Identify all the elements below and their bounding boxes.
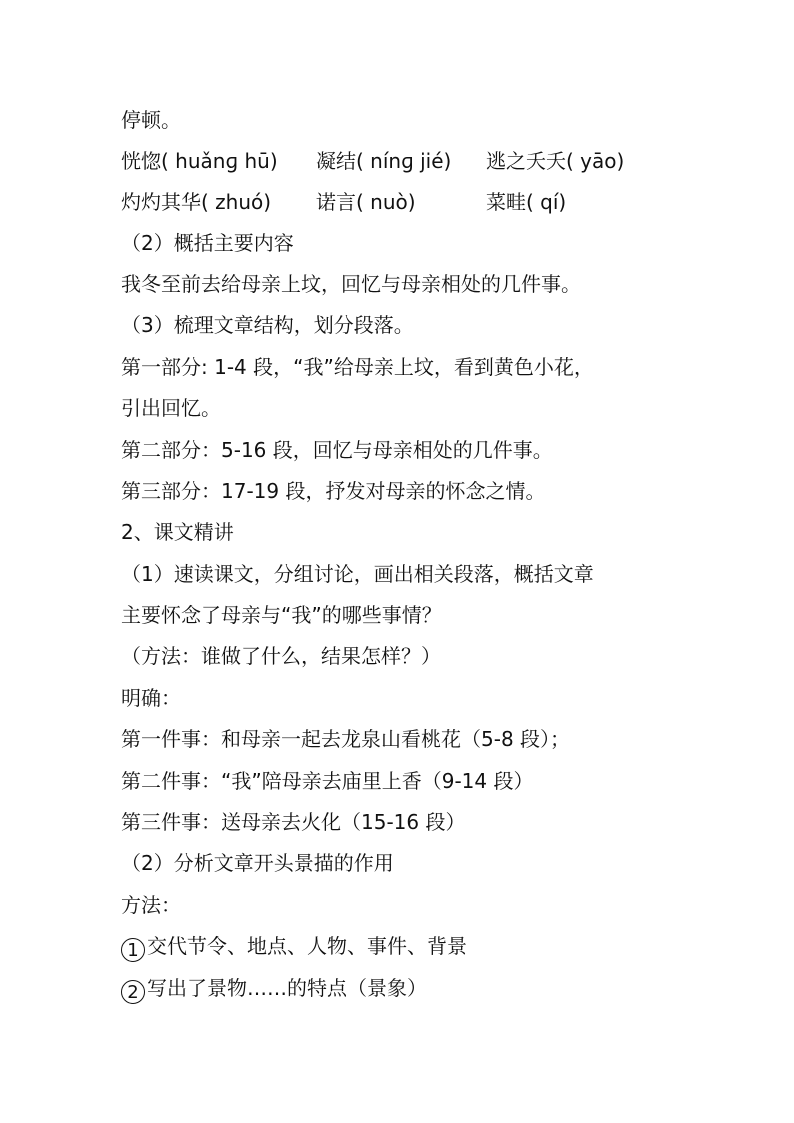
text-line: 第一部分: 1-4 段，“我”给母亲上坟，看到黄色小花， — [121, 355, 594, 379]
list-item-text: 交代节令、地点、人物、事件、背景 — [147, 934, 467, 958]
text-line: 第三部分：17-19 段，抒发对母亲的怀念之情。 — [121, 479, 546, 503]
text-line: 我冬至前去给母亲上坟，回忆与母亲相处的几件事。 — [121, 272, 581, 296]
text-line: 明确： — [121, 686, 181, 710]
list-item-text: 写出了景物……的特点（景象） — [147, 976, 427, 1000]
list-item — [121, 932, 467, 962]
text-line: 主要怀念了母亲与“我”的哪些事情？ — [121, 603, 442, 627]
pinyin-entry: 菜畦( qí) — [486, 190, 567, 214]
text-line: 方法： — [121, 893, 181, 917]
pinyin-row — [121, 147, 721, 175]
pinyin-entry: 灼灼其华( zhuó) — [121, 190, 272, 214]
section-heading: 2、课文精讲 — [121, 520, 234, 544]
pinyin-entry: 诺言( nuò) — [316, 190, 416, 214]
pinyin-entry: 凝结( nínɡ jié) — [316, 149, 452, 173]
pinyin-row — [121, 188, 721, 216]
list-item — [121, 974, 427, 1004]
section-heading: （2）分析文章开头景描的作用 — [121, 851, 394, 875]
section-heading: （2）概括主要内容 — [121, 231, 294, 255]
circled-number: 1 — [121, 938, 145, 962]
text-line: 第三件事：送母亲去火化（15-16 段） — [121, 810, 466, 834]
text-line: （1）速读课文，分组讨论，画出相关段落，概括文章 — [121, 562, 594, 586]
circled-number: 2 — [121, 980, 145, 1004]
text-line: 第二部分：5-16 段，回忆与母亲相处的几件事。 — [121, 438, 553, 462]
pinyin-entry: 逃之夭夭( yāo) — [486, 149, 625, 173]
pinyin-entry: 恍惚( huǎnɡ hū) — [121, 149, 278, 173]
text-line: 第一件事：和母亲一起去龙泉山看桃花（5-8 段）； — [121, 727, 571, 751]
section-heading: （3）梳理文章结构，划分段落。 — [121, 313, 414, 337]
text-line: 第二件事：“我”陪母亲去庙里上香（9-14 段） — [121, 769, 534, 793]
text-line: （方法：谁做了什么，结果怎样？） — [121, 644, 441, 668]
text-line: 引出回忆。 — [121, 396, 221, 420]
text-line: 停顿。 — [121, 108, 181, 132]
